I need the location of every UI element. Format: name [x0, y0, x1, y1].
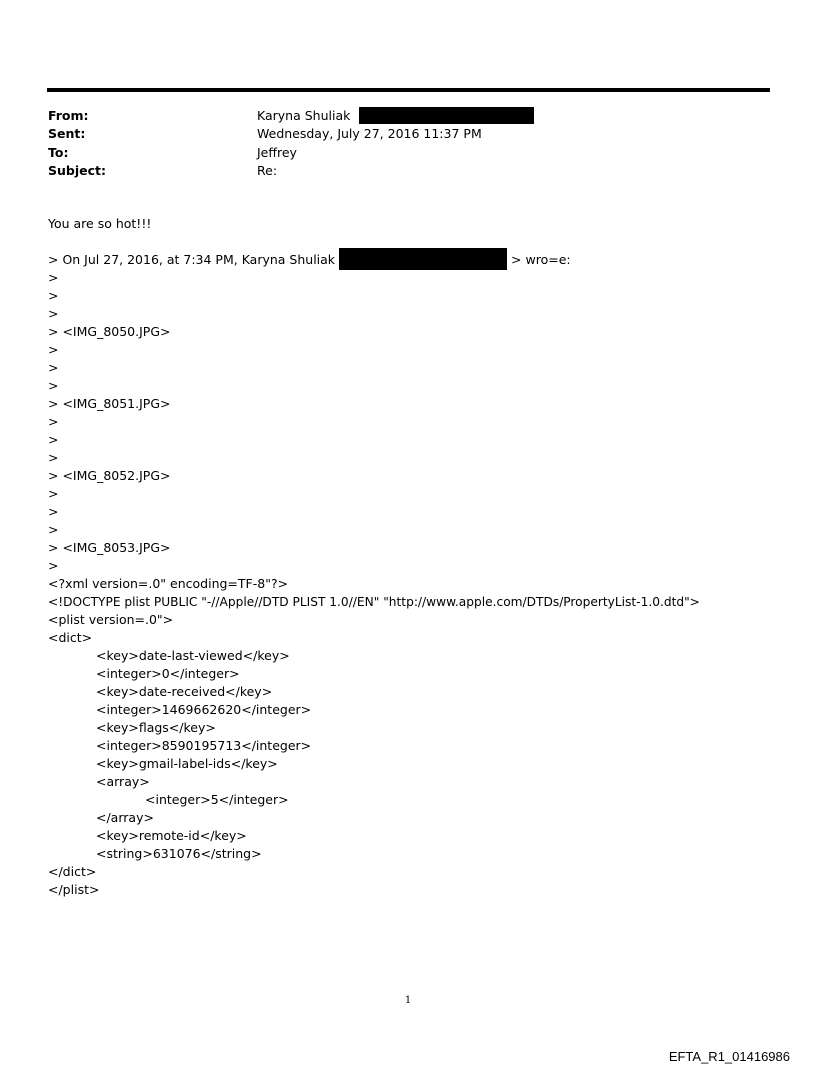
- quote-line: >: [48, 432, 59, 447]
- plist-line: </dict>: [48, 864, 97, 879]
- plist-line: <?xml version=.0" encoding=TF-8"?>: [48, 576, 289, 591]
- quote-intro-text: > On Jul 27, 2016, at 7:34 PM, Karyna Shuliak: [48, 252, 336, 267]
- plist-line: </array>: [96, 810, 154, 825]
- quote-marker: >: [511, 252, 522, 267]
- plist-line: <integer>0</integer>: [96, 666, 240, 681]
- plist-line: <key>flags</key>: [96, 720, 216, 735]
- plist-line: <key>gmail-label-ids</key>: [96, 756, 278, 771]
- from-value: [257, 107, 534, 125]
- plist-line: <key>date-received</key>: [96, 684, 273, 699]
- plist-line: <!DOCTYPE plist PUBLIC "-//Apple//DTD PLIST 1.0//EN" "http://www.apple.com/DTDs/PropertyList-1.0.dtd">: [48, 595, 700, 609]
- plist-line: <plist version=.0">: [48, 612, 174, 627]
- quote-line: >: [48, 270, 59, 285]
- plist-line: <string>631076</string>: [96, 846, 262, 861]
- greeting-text: You are so hot!!!: [48, 216, 152, 231]
- attachment-line: > <IMG_8051.JPG>: [48, 396, 171, 411]
- quote-line: >: [48, 414, 59, 429]
- redaction-box: [339, 248, 507, 270]
- quote-line: >: [48, 306, 59, 321]
- from-label: From:: [48, 108, 89, 123]
- plist-line: <integer>5</integer>: [145, 792, 289, 807]
- quote-intro-suffix: wro=e:: [525, 252, 571, 267]
- to-value: Jeffrey: [257, 145, 297, 160]
- quote-line: >: [48, 558, 59, 573]
- plist-line: <array>: [96, 774, 150, 789]
- plist-line: <key>remote-id</key>: [96, 828, 247, 843]
- redaction-box: [359, 107, 534, 124]
- sent-value: Wednesday, July 27, 2016 11:37 PM: [257, 126, 482, 141]
- plist-line: <integer>8590195713</integer>: [96, 738, 312, 753]
- plist-line: <integer>1469662620</integer>: [96, 702, 312, 717]
- quote-line: >: [48, 486, 59, 501]
- quote-line: >: [48, 522, 59, 537]
- quote-line: >: [48, 378, 59, 393]
- quote-intro-line: [48, 251, 571, 270]
- sender-name: Karyna Shuliak: [257, 108, 351, 123]
- bates-id: EFTA_R1_01416986: [668, 1049, 790, 1064]
- subject-label: Subject:: [48, 163, 106, 178]
- quote-line: >: [48, 504, 59, 519]
- quote-line: >: [48, 450, 59, 465]
- quote-line: >: [48, 342, 59, 357]
- attachment-line: > <IMG_8053.JPG>: [48, 540, 171, 555]
- plist-line: </plist>: [48, 882, 100, 897]
- plist-line: <key>date-last-viewed</key>: [96, 648, 290, 663]
- attachment-line: > <IMG_8052.JPG>: [48, 468, 171, 483]
- attachment-line: > <IMG_8050.JPG>: [48, 324, 171, 339]
- subject-value: Re:: [257, 163, 278, 178]
- sent-label: Sent:: [48, 126, 86, 141]
- quote-line: >: [48, 288, 59, 303]
- page-number: 1: [404, 995, 412, 1006]
- header-divider: [47, 88, 770, 92]
- to-label: To:: [48, 145, 69, 160]
- plist-line: <dict>: [48, 630, 93, 645]
- quote-line: >: [48, 360, 59, 375]
